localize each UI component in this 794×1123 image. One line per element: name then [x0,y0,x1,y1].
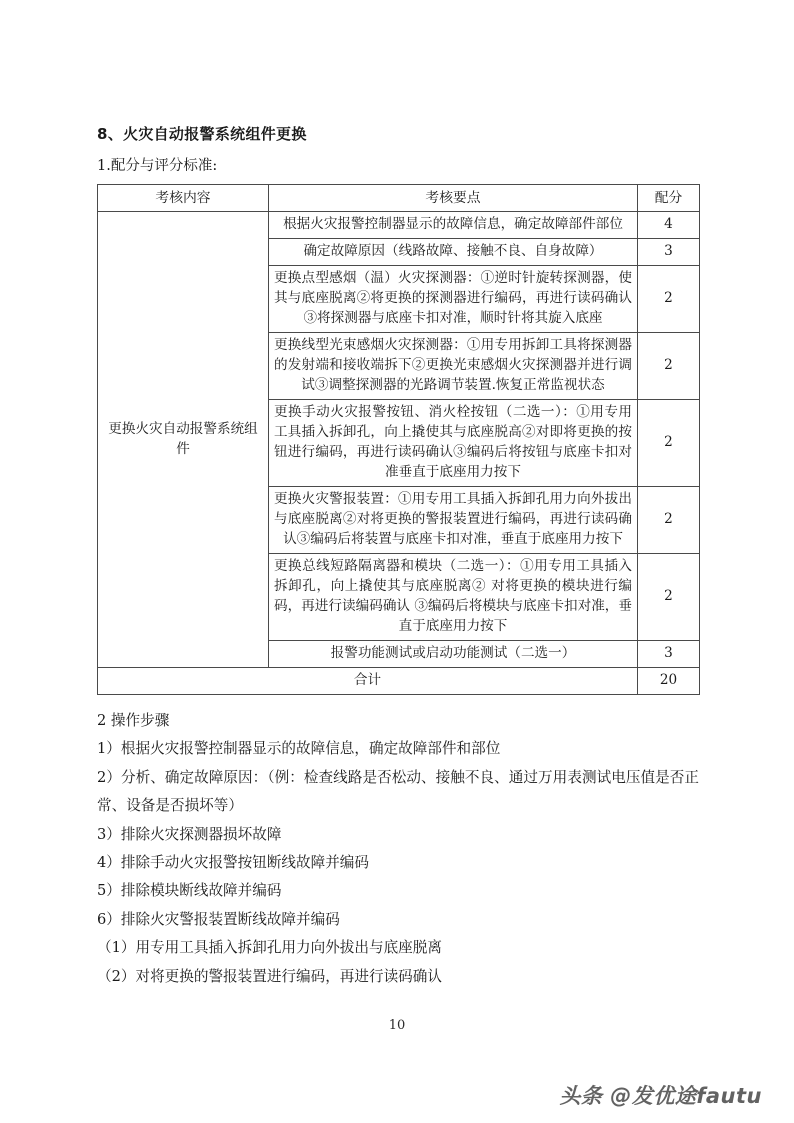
table-cell-score: 2 [638,486,700,553]
page-title: 8、火灾自动报警系统组件更换 [97,125,307,143]
step-item: 5）排除模块断线故障并编码 [97,882,282,900]
table-row [98,212,700,239]
operation-steps-section [97,707,699,992]
step-item: 2）分析、确定故障原因：（例：检查线路是否松动、接触不良、通过万用表测试电压值是否正常、设备是否损坏等） [97,768,699,815]
scoring-table [97,184,700,695]
table-cell-score: 2 [638,266,700,333]
table-cell-score: 3 [638,239,700,266]
table-header-points: 考核要点 [269,185,638,212]
page-number: 10 [388,1018,406,1033]
step-item: 3）排除火灾探测器损坏故障 [97,825,282,843]
step-sub-item: （2）对将更换的警报装置进行编码，再进行读码确认 [97,967,442,985]
table-cell-score: 2 [638,333,700,400]
table-cell-points: 根据火灾报警控制器显示的故障信息，确定故障部件部位 [269,212,638,239]
table-cell-points: 更换火灾警报装置：①用专用工具插入拆卸孔用力向外拔出与底座脱离②对将更换的警报装置进行编码，再进行读码确认③编码后将装置与底座卡扣对准，垂直于底座用力按下 [269,486,638,553]
table-header-content: 考核内容 [98,185,269,212]
steps-heading: 2 操作步骤 [97,711,170,729]
step-item: 4）排除手动火灾报警按钮断线故障并编码 [97,853,369,871]
table-cell-score: 3 [638,640,700,667]
step-item: 1）根据火灾报警控制器显示的故障信息，确定故障部件和部位 [97,740,501,758]
table-cell-score: 2 [638,400,700,487]
table-cell-points: 更换点型感烟（温）火灾探测器：①逆时针旋转探测器，使其与底座脱离②将更换的探测器进行编码，再进行读码确认③将探测器与底座卡扣对准，顺时针将其旋入底座 [269,266,638,333]
step-sub-item: （1）用专用工具插入拆卸孔用力向外拔出与底座脱离 [97,939,442,957]
table-total-row [98,667,700,694]
table-cell-total-label: 合计 [98,667,638,694]
table-header-row [98,185,700,212]
table-cell-points: 更换线型光束感烟火灾探测器：①用专用拆卸工具将探测器的发射端和接收端拆下②更换光束感烟火灾探测器并进行调试③调整探测器的光路调节装置.恢复正常监视状态 [269,333,638,400]
watermark: 头条 @发优途fautu [559,1084,762,1108]
table-cell-score: 4 [638,212,700,239]
table-cell-total-score: 20 [638,667,700,694]
table-cell-group-label: 更换火灾自动报警系统组件 [98,212,269,667]
table-header-score: 配分 [638,185,700,212]
table-cell-points: 更换总线短路隔离器和模块（二选一）：①用专用工具插入拆卸孔，向上撬使其与底座脱离② 对将更换的模块进行编码，再进行读编码确认 ③编码后将模块与底座卡扣对准，垂直于底座用力按下 [269,553,638,640]
step-item: 6）排除火灾警报装置断线故障并编码 [97,910,340,928]
table-cell-points: 更换手动火灾报警按钮、消火栓按钮（二选一）：①用专用工具插入拆卸孔，向上撬使其与底座脱高②对即将更换的按钮进行编码，再进行读码确认③编码后将按钮与底座卡扣对准垂直于底座用力按下 [269,400,638,487]
table-cell-points: 确定故障原因（线路故障、接触不良、自身故障） [269,239,638,266]
table-cell-points: 报警功能测试或启动功能测试（二选一） [269,640,638,667]
table-cell-score: 2 [638,553,700,640]
section-label-scoring-standard: 1.配分与评分标准: [97,157,218,174]
